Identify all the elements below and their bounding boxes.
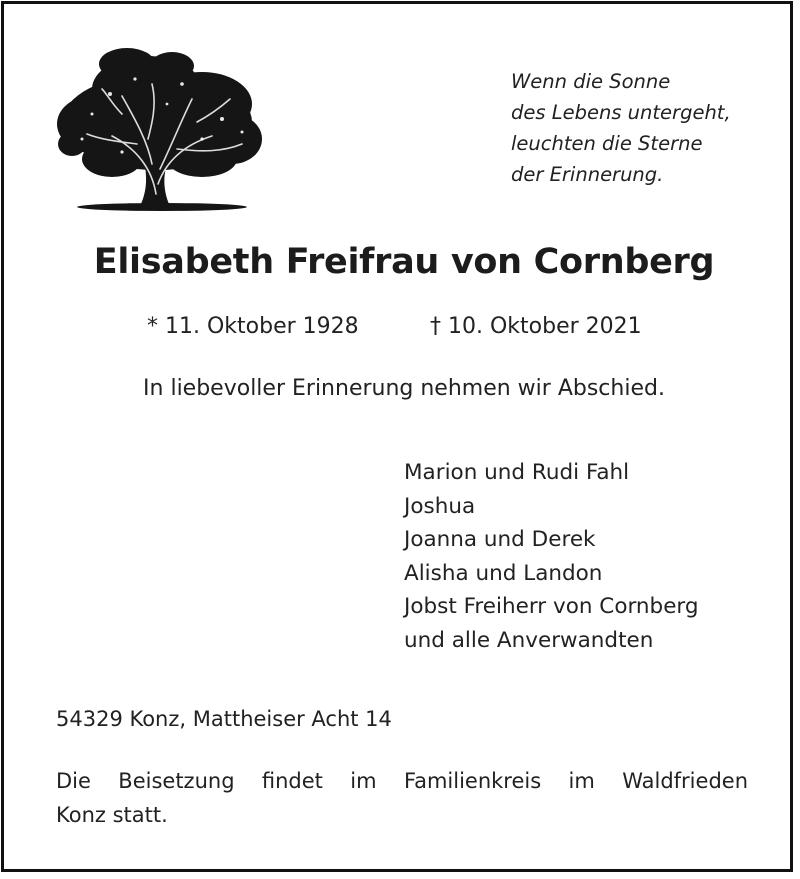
obituary-frame	[1, 1, 793, 872]
mourner: Jobst Freiherr von Cornberg	[404, 594, 699, 619]
funeral-notice-line	[56, 764, 748, 798]
poem-line: der Erinnerung.	[511, 163, 664, 186]
funeral-word: Beisetzung	[118, 769, 235, 793]
tree-icon	[52, 44, 270, 214]
address: 54329 Konz, Mattheiser Acht 14	[56, 707, 392, 731]
mourner: Alisha und Landon	[404, 560, 603, 586]
funeral-word: findet	[261, 769, 323, 793]
poem	[511, 66, 771, 190]
funeral-word: Die	[56, 769, 91, 793]
farewell-text: In liebevoller Erinnerung nehmen wir Abschied.	[143, 376, 665, 401]
funeral-word: Waldfrieden	[622, 769, 748, 793]
funeral-notice-line: Konz statt.	[56, 803, 168, 827]
funeral-word: im	[350, 769, 377, 793]
poem-line: des Lebens untergeht,	[511, 101, 731, 124]
mourner: Joanna und Derek	[404, 527, 596, 552]
poem-line: leuchten die Sterne	[511, 132, 703, 155]
mourner: Marion und Rudi Fahl	[404, 460, 630, 485]
birth-date: * 11. Oktober 1928	[147, 314, 359, 339]
funeral-word: Familienkreis	[403, 769, 542, 793]
poem-line: Wenn die Sonne	[511, 70, 671, 93]
mourners-list	[404, 456, 699, 657]
deceased-name: Elisabeth Freifrau von Cornberg	[93, 242, 715, 282]
mourner: und alle Anverwandten	[404, 627, 654, 653]
death-date: † 10. Oktober 2021	[430, 314, 642, 339]
funeral-word: im	[568, 769, 595, 793]
mourner: Joshua	[404, 493, 476, 519]
funeral-notice	[56, 764, 748, 832]
